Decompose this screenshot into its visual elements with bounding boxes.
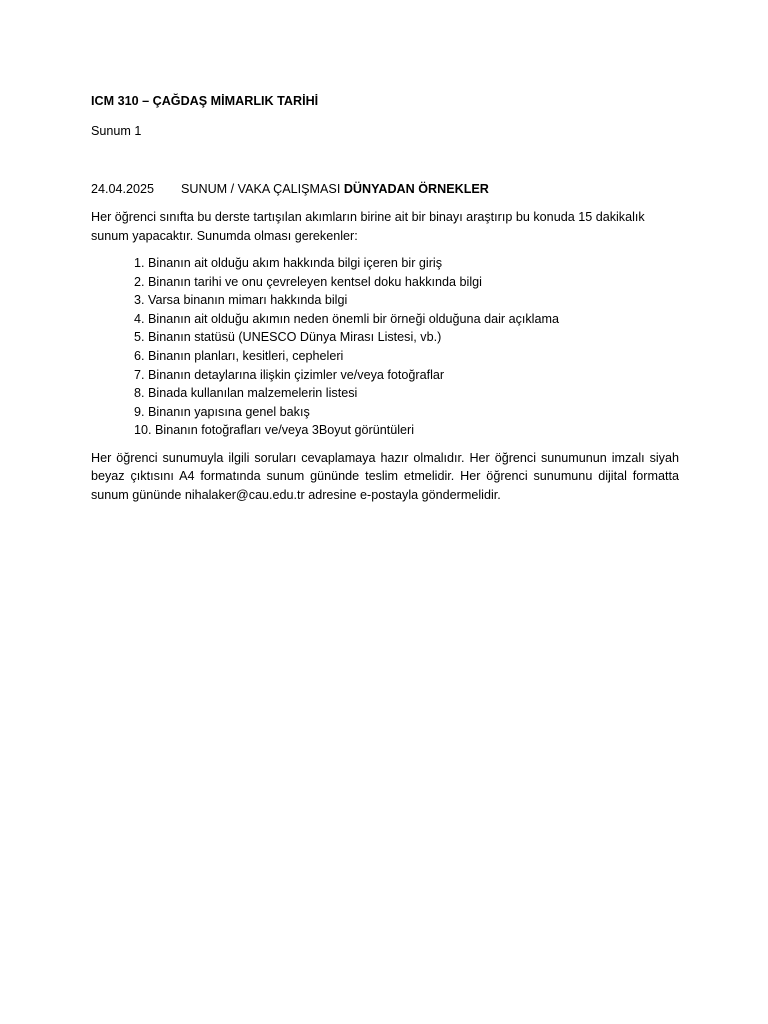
- list-item: 3. Varsa binanın mimarı hakkında bilgi: [134, 293, 348, 308]
- list-item: 6. Binanın planları, kesitleri, cepheleri: [134, 348, 344, 363]
- assignment-label: SUNUM / VAKA ÇALIŞMASI: [181, 182, 341, 196]
- list-item: 8. Binada kullanılan malzemelerin listesi: [134, 386, 358, 401]
- closing-paragraph: Her öğrenci sunumuyla ilgili soruları cevaplamaya hazır olmalıdır. Her öğrenci sunumunun imzalı siyah beyaz çıktısını A4 formatında sunum gününde teslim etmelidir. Her öğrenci sunumunu dijital formatta sunum gününde nihalaker@cau.edu.tr adresine e-postayla göndermelidir.: [91, 450, 679, 502]
- document-body: [91, 92, 679, 504]
- list-item: 2. Binanın tarihi ve onu çevreleyen kentsel doku hakkında bilgi: [134, 274, 482, 289]
- presentation-subtitle: Sunum 1: [91, 124, 142, 138]
- requirements-list: [91, 254, 679, 440]
- course-title: ICM 310 – ÇAĞDAŞ MİMARLIK TARİHİ: [91, 94, 319, 108]
- list-item: 9. Binanın yapısına genel bakış: [134, 404, 310, 419]
- list-item: 10. Binanın fotoğrafları ve/veya 3Boyut görüntüleri: [134, 423, 415, 438]
- assignment-header: [91, 180, 679, 199]
- assignment-date: 24.04.2025: [91, 182, 155, 196]
- list-item: 1. Binanın ait olduğu akım hakkında bilgi içeren bir giriş: [134, 256, 443, 270]
- assignment-topic: DÜNYADAN ÖRNEKLER: [343, 182, 489, 196]
- list-item: 5. Binanın statüsü (UNESCO Dünya Mirası Listesi, vb.): [134, 330, 442, 345]
- list-item: 4. Binanın ait olduğu akımın neden önemli bir örneği olduğuna dair açıklama: [134, 311, 559, 326]
- list-item: 7. Binanın detaylarına ilişkin çizimler ve/veya fotoğraflar: [134, 367, 445, 382]
- intro-paragraph: Her öğrenci sınıfta bu derste tartışılan akımların birine ait bir binayı araştırıp bu konuda 15 dakikalık sunum yapacaktır. Sunumda olması gerekenler:: [91, 210, 645, 243]
